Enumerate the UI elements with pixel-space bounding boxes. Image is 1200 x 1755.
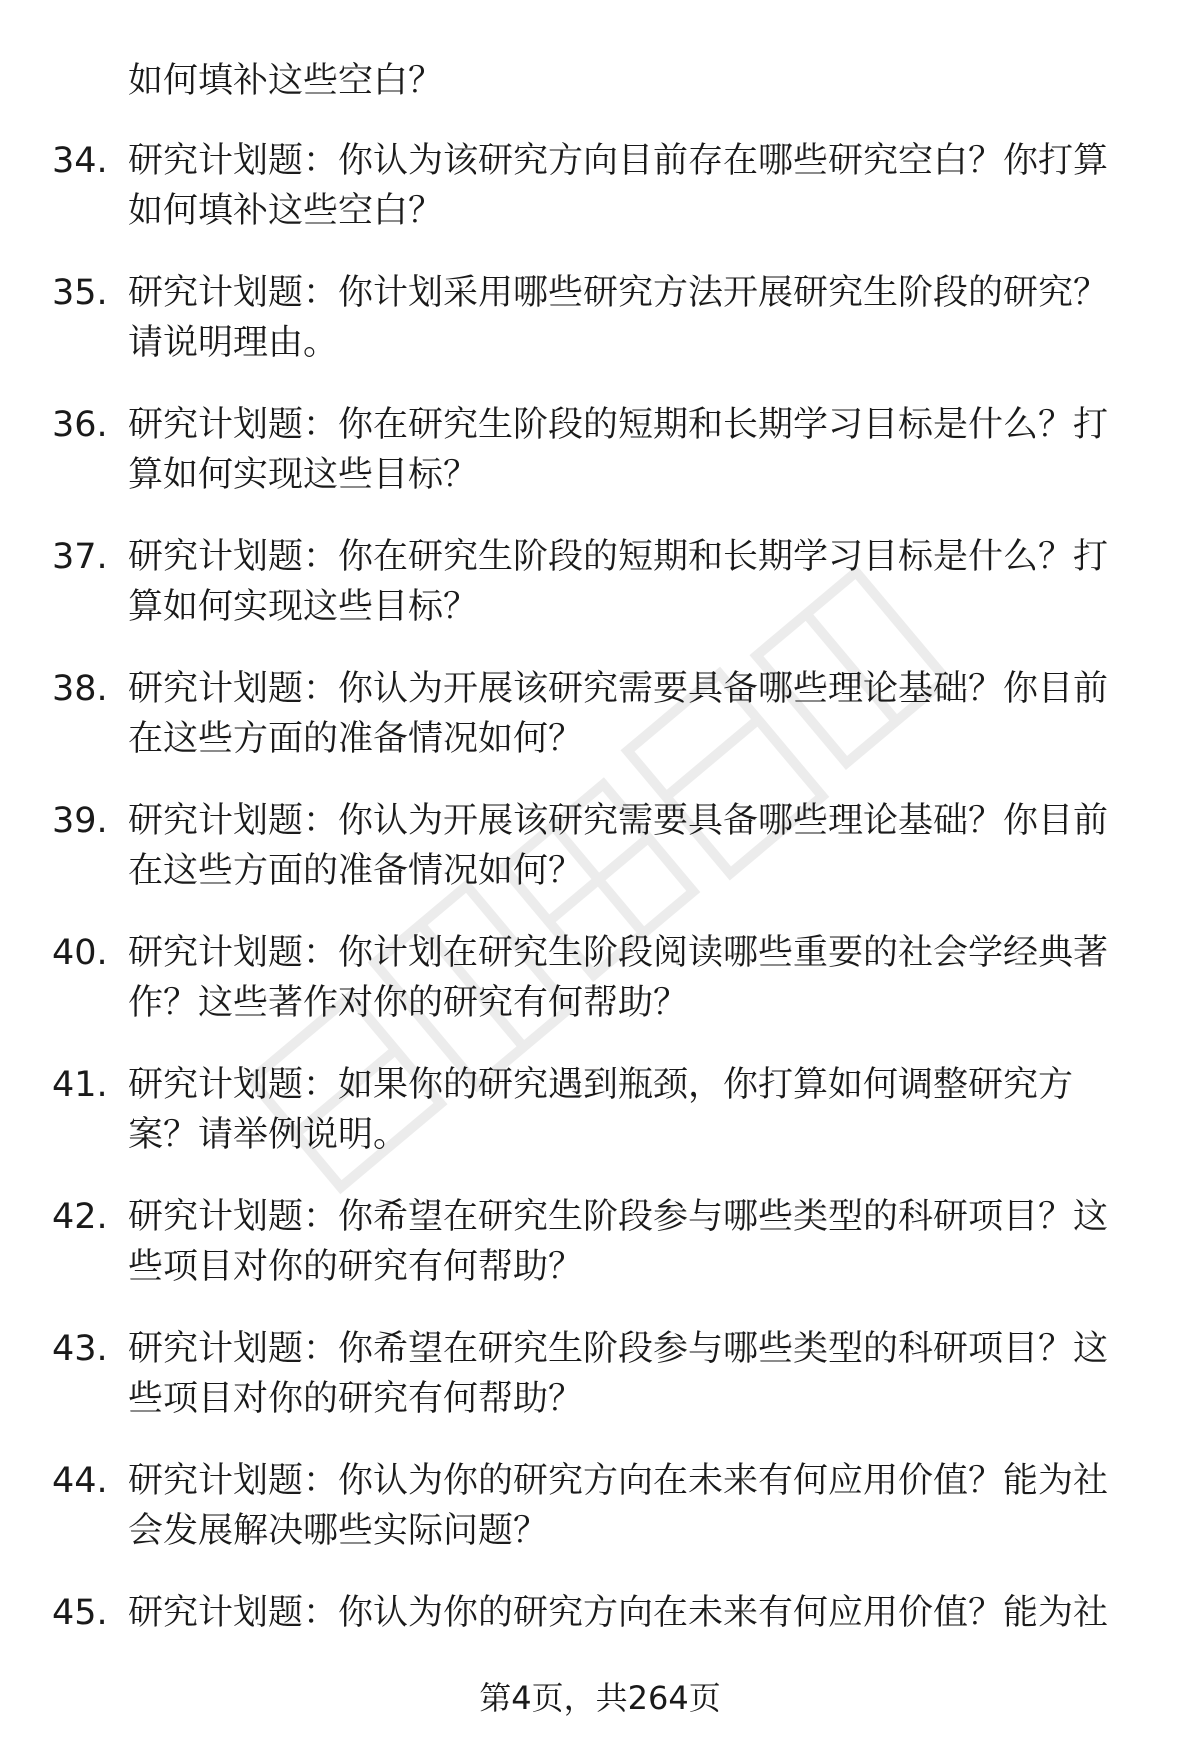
question-text: 研究计划题：你认为该研究方向目前存在哪些研究空白？你打算如何填补这些空白？: [128, 141, 1109, 231]
list-item: [0, 136, 1200, 268]
question-number: 36.: [52, 405, 108, 445]
question-text: 研究计划题：你计划在研究生阶段阅读哪些重要的社会学经典著作？这些著作对你的研究有何帮助？: [128, 933, 1109, 1023]
question-text: 研究计划题：你在研究生阶段的短期和长期学习目标是什么？打算如何实现这些目标？: [128, 537, 1109, 627]
question-number: 44.: [52, 1461, 108, 1501]
question-number: 42.: [52, 1197, 108, 1237]
list-item: [0, 796, 1200, 928]
question-number: 40.: [52, 933, 108, 973]
question-text: 研究计划题：你希望在研究生阶段参与哪些类型的科研项目？这些项目对你的研究有何帮助？: [128, 1329, 1109, 1419]
question-number: 35.: [52, 273, 108, 313]
page-footer: 第4页，共264页: [479, 1679, 721, 1717]
continuation-text: 如何填补这些空白？: [128, 61, 444, 101]
list-item: [0, 928, 1200, 1060]
list-item: [0, 532, 1200, 664]
question-number: 41.: [52, 1065, 108, 1105]
question-number: 37.: [52, 537, 108, 577]
question-text: 研究计划题：你认为你的研究方向在未来有何应用价值？能为社: [128, 1593, 1109, 1633]
list-item: [0, 1192, 1200, 1324]
list-item: [0, 1456, 1200, 1588]
question-text: 研究计划题：你认为开展该研究需要具备哪些理论基础？你目前在这些方面的准备情况如何？: [128, 669, 1109, 759]
question-text: 研究计划题：你认为开展该研究需要具备哪些理论基础？你目前在这些方面的准备情况如何？: [128, 801, 1109, 891]
question-text: 研究计划题：你希望在研究生阶段参与哪些类型的科研项目？这些项目对你的研究有何帮助？: [128, 1197, 1109, 1287]
question-number: 34.: [52, 141, 108, 181]
list-item: [0, 1324, 1200, 1456]
question-text: 研究计划题：你认为你的研究方向在未来有何应用价值？能为社会发展解决哪些实际问题？: [128, 1461, 1109, 1551]
list-item: [0, 664, 1200, 796]
question-text: 研究计划题：你在研究生阶段的短期和长期学习目标是什么？打算如何实现这些目标？: [128, 405, 1109, 495]
list-item: [0, 268, 1200, 400]
question-number: 38.: [52, 669, 108, 709]
question-list: [0, 136, 1200, 1720]
question-text: 研究计划题：你计划采用哪些研究方法开展研究生阶段的研究？请说明理由。: [128, 273, 1109, 363]
list-item: [0, 1060, 1200, 1192]
question-number: 45.: [52, 1593, 108, 1633]
question-number: 43.: [52, 1329, 108, 1369]
question-number: 39.: [52, 801, 108, 841]
list-item: [0, 400, 1200, 532]
question-text: 研究计划题：如果你的研究遇到瓶颈，你打算如何调整研究方案？请举例说明。: [128, 1065, 1074, 1155]
